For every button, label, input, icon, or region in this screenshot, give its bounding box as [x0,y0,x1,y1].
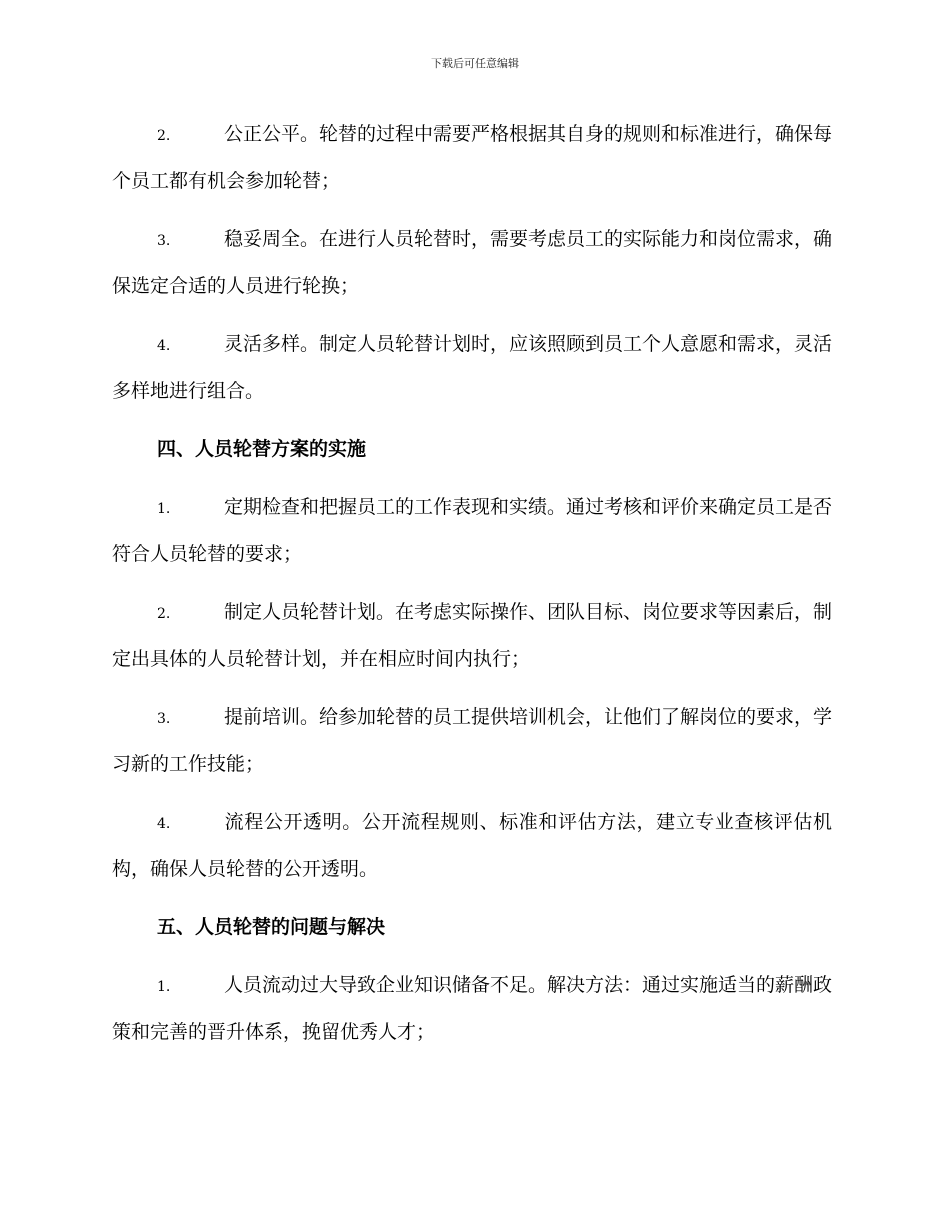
list-item [112,800,832,892]
list-item [112,963,832,1055]
list-item-text: 流程公开透明。公开流程规则、标准和评估方法，建立专业查核评估机构，确保人员轮替的公开透明。 [112,811,832,880]
list-item-number: 1. [157,979,171,995]
section-heading: 五、人员轮替的问题与解决 [157,916,386,938]
list-item [112,217,832,309]
list-item-number: 3. [157,233,171,249]
list-item-text: 稳妥周全。在进行人员轮替时，需要考虑员工的实际能力和岗位需求，确保选定合适的人员进行轮换； [112,228,833,297]
list-item-number: 4. [157,338,171,354]
list-item [112,112,832,204]
page-header: 下载后可任意编辑 [431,57,519,70]
list-item-number: 1. [157,501,171,517]
list-item-number: 4. [157,816,171,832]
list-item-text: 提前培训。给参加轮替的员工提供培训机会，让他们了解岗位的要求，学习新的工作技能； [112,706,833,775]
list-item [112,322,832,414]
list-item [112,485,832,577]
list-item [112,590,832,682]
list-item-text: 人员流动过大导致企业知识储备不足。解决方法：通过实施适当的薪酬政策和完善的晋升体系，挽留优秀人才； [112,974,833,1043]
list-item-number: 2. [157,606,171,622]
list-item-text: 公正公平。轮替的过程中需要严格根据其自身的规则和标准进行，确保每个员工都有机会参加轮替； [112,123,833,192]
list-item-number: 2. [157,128,171,144]
document-body [112,112,832,1068]
section-heading: 四、人员轮替方案的实施 [157,438,367,460]
list-item-text: 灵活多样。制定人员轮替计划时，应该照顾到员工个人意愿和需求，灵活多样地进行组合。 [112,333,833,402]
list-item-number: 3. [157,711,171,727]
list-item-text: 定期检查和把握员工的工作表现和实绩。通过考核和评价来确定员工是否符合人员轮替的要求； [112,496,833,565]
list-item [112,695,832,787]
list-item-text: 制定人员轮替计划。在考虑实际操作、团队目标、岗位要求等因素后，制定出具体的人员轮替计划，并在相应时间内执行； [112,601,833,670]
